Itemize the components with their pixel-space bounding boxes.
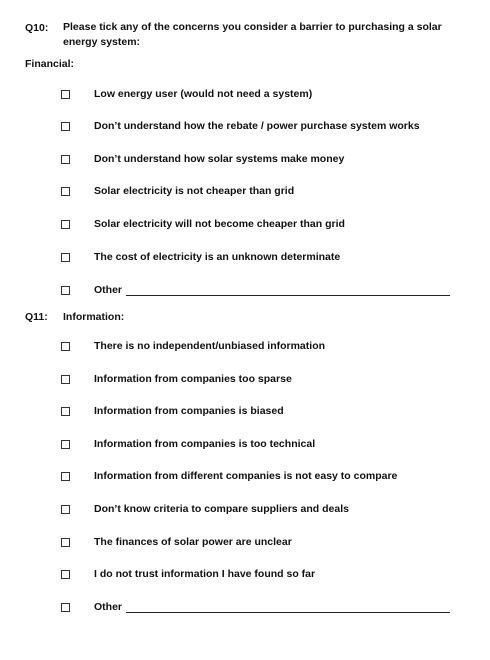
- option-label: There is no independent/unbiased information: [94, 340, 326, 352]
- checkbox[interactable]: [61, 472, 70, 481]
- q10-option-other: [0, 285, 490, 299]
- q10-option-not-cheaper: [0, 186, 490, 200]
- checkbox[interactable]: [61, 220, 70, 229]
- option-label: Information from companies is too technical: [94, 438, 316, 450]
- q10-question-text: [63, 20, 442, 50]
- option-label: The cost of electricity is an unknown determinate: [94, 251, 341, 263]
- q10-question-line1: Please tick any of the concerns you consider a barrier to purchasing a solar: [63, 21, 442, 33]
- option-label: Other: [94, 284, 123, 296]
- q10-option-cost-unknown: [0, 252, 490, 266]
- q10-option-rebate-system: [0, 121, 490, 135]
- q11-option-finances-unclear: [0, 537, 490, 551]
- checkbox[interactable]: [61, 538, 70, 547]
- q11-option-do-not-trust: [0, 569, 490, 583]
- option-label: Solar electricity will not become cheaper than grid: [94, 218, 345, 230]
- checkbox[interactable]: [61, 440, 70, 449]
- q11-option-other: [0, 602, 490, 616]
- checkbox[interactable]: [61, 90, 70, 99]
- option-label: Low energy user (would not need a system): [94, 88, 313, 100]
- q11-option-not-easy-to-compare: [0, 471, 490, 485]
- checkbox[interactable]: [61, 570, 70, 579]
- q10-section-label: Financial:: [25, 58, 75, 70]
- option-label: Don’t understand how the rebate / power purchase system works: [94, 120, 420, 132]
- q10-number: Q10:: [25, 22, 49, 34]
- q11-option-biased: [0, 406, 490, 420]
- option-label: The finances of solar power are unclear: [94, 536, 292, 548]
- option-label: Don’t know criteria to compare suppliers and deals: [94, 503, 349, 515]
- checkbox[interactable]: [61, 342, 70, 351]
- other-text-field[interactable]: [126, 612, 450, 613]
- option-label: Information from companies too sparse: [94, 373, 292, 385]
- q11-question-text: Information:: [63, 311, 125, 323]
- option-label: Information from companies is biased: [94, 405, 284, 417]
- option-label: I do not trust information I have found so far: [94, 568, 316, 580]
- q11-option-too-technical: [0, 439, 490, 453]
- checkbox[interactable]: [61, 286, 70, 295]
- q11-option-too-sparse: [0, 374, 490, 388]
- checkbox[interactable]: [61, 603, 70, 612]
- q11-number: Q11:: [25, 311, 48, 323]
- checkbox[interactable]: [61, 375, 70, 384]
- other-text-field[interactable]: [126, 295, 450, 296]
- q10-question-line2: energy system:: [63, 36, 141, 48]
- q10-option-low-energy-user: [0, 89, 490, 103]
- q11-option-no-independent-info: [0, 341, 490, 355]
- q10-option-make-money: [0, 154, 490, 168]
- option-label: Other: [94, 601, 123, 613]
- checkbox[interactable]: [61, 253, 70, 262]
- option-label: Solar electricity is not cheaper than grid: [94, 185, 295, 197]
- checkbox[interactable]: [61, 122, 70, 131]
- checkbox[interactable]: [61, 155, 70, 164]
- option-label: Don’t understand how solar systems make money: [94, 153, 345, 165]
- checkbox[interactable]: [61, 187, 70, 196]
- checkbox[interactable]: [61, 407, 70, 416]
- q11-option-criteria-unknown: [0, 504, 490, 518]
- option-label: Information from different companies is not easy to compare: [94, 470, 398, 482]
- checkbox[interactable]: [61, 505, 70, 514]
- q10-option-will-not-become-cheaper: [0, 219, 490, 233]
